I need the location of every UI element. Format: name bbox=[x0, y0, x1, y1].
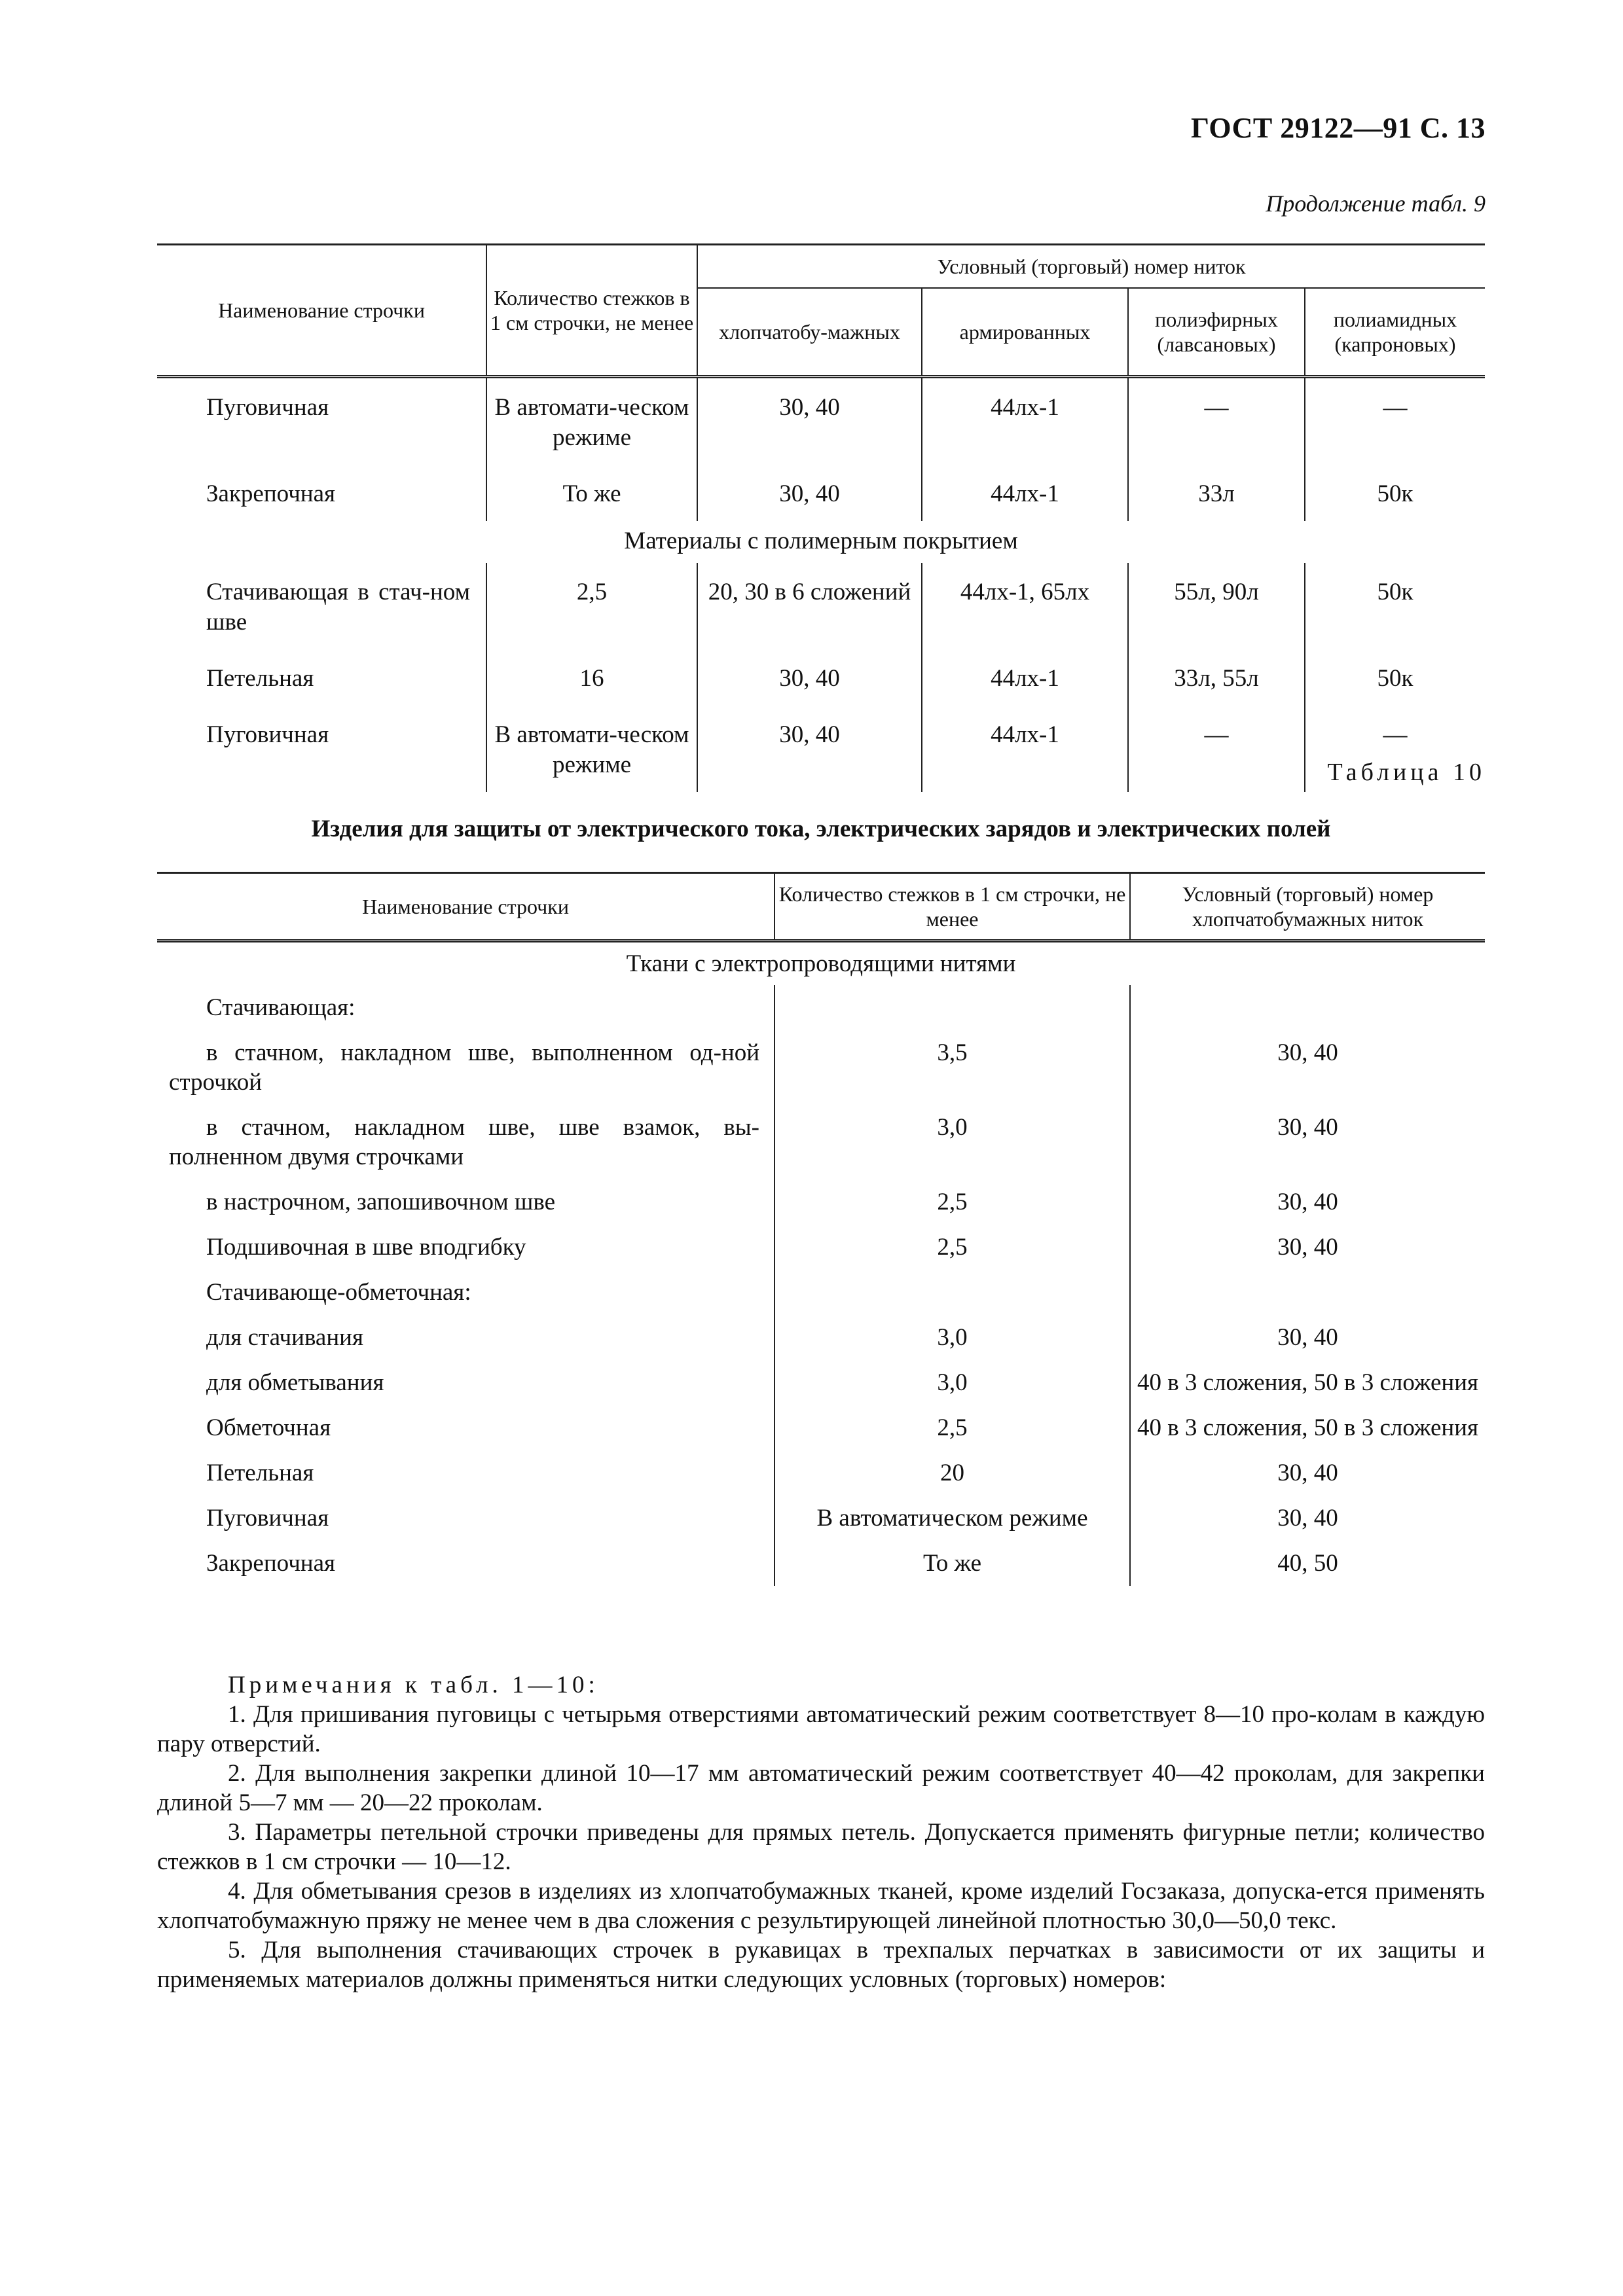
cell-polyamide: 50к bbox=[1377, 665, 1413, 692]
cell-stitches: То же bbox=[775, 1541, 1130, 1586]
header-polyester: полиэфирных (лавсановых) bbox=[1128, 288, 1305, 377]
table-row bbox=[157, 1496, 1485, 1541]
cell-thread: 30, 40 bbox=[1277, 1505, 1338, 1532]
cell-thread: 40 в 3 сложения, 50 в 3 сложения bbox=[1137, 1369, 1479, 1396]
cell-name: Пуговичная bbox=[157, 1496, 775, 1541]
cell-thread: 40, 50 bbox=[1277, 1550, 1338, 1577]
cell-stitches: 2,5 bbox=[775, 1405, 1130, 1450]
cell-stitches: 16 bbox=[486, 649, 697, 706]
cell-stitches: 20 bbox=[775, 1450, 1130, 1496]
cell-name: Стачивающая: bbox=[157, 985, 775, 1030]
note-item: 4. Для обметывания срезов в изделиях из хлопчатобумажных тканей, кроме изделий Госзаказа, допуска-ется применять хлопчатобумажную пряжу не менее чем в два сложения с результирующей линейной плотностью 30,0—50,0 текс. bbox=[157, 1878, 1485, 1934]
cell-thread: 30, 40 bbox=[1277, 1189, 1338, 1215]
table-row bbox=[157, 465, 1485, 521]
cell-name: Обметочная bbox=[157, 1405, 775, 1450]
cell-name: Пуговичная bbox=[157, 706, 486, 792]
cell-stitches: 2,5 bbox=[486, 563, 697, 649]
cell-cotton: 30, 40 bbox=[697, 465, 922, 521]
cell-thread: 30, 40 bbox=[1277, 1460, 1338, 1486]
table-row bbox=[157, 1105, 1485, 1179]
cell-cotton: 20, 30 в 6 сложений bbox=[697, 563, 922, 649]
table-10-title: Изделия для защиты от электрического тока, электрических зарядов и электрических полей bbox=[311, 816, 1331, 842]
cell-name: Закрепочная bbox=[157, 465, 486, 521]
cell-armored: 44лх-1 bbox=[922, 706, 1128, 792]
cell-polyester: 33л, 55л bbox=[1128, 649, 1305, 706]
table-row bbox=[157, 1541, 1485, 1586]
cell-polyester: 33л bbox=[1128, 465, 1305, 521]
cell-polyester: 55л, 90л bbox=[1128, 563, 1305, 649]
cell-polyester: — bbox=[1128, 706, 1305, 792]
cell-name: для обметывания bbox=[157, 1360, 775, 1405]
table-row bbox=[157, 985, 1485, 1030]
table-row bbox=[157, 1360, 1485, 1405]
note-item: 1. Для пришивания пуговицы с четырьмя отверстиями автоматический режим соответствует 8—10 про-колам в каждую пару отверстий. bbox=[157, 1701, 1485, 1757]
table-10 bbox=[157, 872, 1485, 1586]
section-heading: Ткани с электропроводящими нитями bbox=[626, 950, 1016, 977]
table-row bbox=[157, 1225, 1485, 1270]
section-heading: Материалы с полимерным покрытием bbox=[624, 528, 1018, 554]
note-item: 2. Для выполнения закрепки длиной 10—17 мм автоматический режим соответствует 40—42 проколам, для закрепки длиной 5—7 мм — 20—22 проколам. bbox=[157, 1760, 1485, 1816]
cell-stitches: 2,5 bbox=[775, 1179, 1130, 1225]
cell-armored: 44лх-1 bbox=[922, 649, 1128, 706]
table-row bbox=[157, 1315, 1485, 1360]
notes-heading: Примечания к табл. 1—10: bbox=[228, 1672, 599, 1698]
table-row bbox=[157, 377, 1485, 465]
cell-name: в стачном, накладном шве, выполненном од-ной строчкой bbox=[157, 1030, 775, 1105]
cell-name: Петельная bbox=[157, 1450, 775, 1496]
cell-polyamide: 50к bbox=[1377, 480, 1413, 507]
table-row bbox=[157, 1450, 1485, 1496]
cell-thread: 40 в 3 сложения, 50 в 3 сложения bbox=[1137, 1414, 1479, 1441]
header-line-name: Наименование строчки bbox=[157, 873, 775, 941]
notes bbox=[157, 1670, 1485, 1994]
cell-stitches: В автомати-ческом режиме bbox=[486, 377, 697, 465]
cell-cotton: 30, 40 bbox=[697, 377, 922, 465]
table-row bbox=[157, 706, 1485, 792]
cell-name: Стачивающая в стач-ном шве bbox=[157, 563, 486, 649]
cell-polyester: — bbox=[1128, 377, 1305, 465]
cell-thread bbox=[1130, 985, 1485, 1030]
note-item: 3. Параметры петельной строчки приведены для прямых петель. Допускается применять фигурные петли; количество стежков в 1 см строчки — 10—12. bbox=[157, 1819, 1485, 1875]
cell-cotton: 30, 40 bbox=[697, 649, 922, 706]
cell-name: в стачном, накладном шве, шве взамок, вы-полненном двумя строчками bbox=[157, 1105, 775, 1179]
header-thread: Условный (торговый) номер хлопчатобумажных ниток bbox=[1130, 873, 1485, 941]
cell-name: Подшивочная в шве вподгибку bbox=[157, 1225, 775, 1270]
cell-stitches: 2,5 bbox=[775, 1225, 1130, 1270]
header-polyamide: полиамидных (капроновых) bbox=[1305, 288, 1485, 377]
cell-armored: 44лх-1, 65лх bbox=[922, 563, 1128, 649]
header-line-name: Наименование строчки bbox=[157, 245, 486, 377]
section-row bbox=[157, 521, 1485, 563]
cell-name: Пуговичная bbox=[157, 377, 486, 465]
cell-stitches bbox=[775, 985, 1130, 1030]
table-row bbox=[157, 1030, 1485, 1105]
page-header: ГОСТ 29122—91 С. 13 bbox=[1190, 112, 1486, 144]
cell-polyamide: — bbox=[1383, 394, 1408, 421]
cell-name: Петельная bbox=[157, 649, 486, 706]
cell-thread: 30, 40 bbox=[1277, 1039, 1338, 1066]
table-9 bbox=[157, 243, 1485, 792]
cell-cotton: 30, 40 bbox=[697, 706, 922, 792]
cell-thread: 30, 40 bbox=[1277, 1234, 1338, 1261]
cell-stitches: 3,0 bbox=[775, 1315, 1130, 1360]
cell-stitches: 3,0 bbox=[775, 1360, 1130, 1405]
cell-stitches: 3,0 bbox=[775, 1105, 1130, 1179]
cell-stitches: То же bbox=[486, 465, 697, 521]
table-row bbox=[157, 649, 1485, 706]
cell-thread bbox=[1130, 1270, 1485, 1315]
table-row bbox=[157, 1179, 1485, 1225]
table-10-label: Таблица 10 bbox=[1327, 759, 1486, 786]
cell-stitches: В автомати-ческом режиме bbox=[486, 706, 697, 792]
header-stitches: Количество стежков в 1 см строчки, не менее bbox=[486, 245, 697, 377]
note-item: 5. Для выполнения стачивающих строчек в рукавицах в трехпалых перчатках в зависимости от их защиты и применяемых материалов должны применяться нитки следующих условных (торговых) номеров: bbox=[157, 1937, 1485, 1993]
cell-name: Стачивающе-обметочная: bbox=[157, 1270, 775, 1315]
table-row bbox=[157, 1270, 1485, 1315]
cell-stitches bbox=[775, 1270, 1130, 1315]
cell-name: для стачивания bbox=[157, 1315, 775, 1360]
cell-thread: 30, 40 bbox=[1277, 1114, 1338, 1141]
cell-stitches: 3,5 bbox=[775, 1030, 1130, 1105]
table-row bbox=[157, 563, 1485, 649]
cell-name: в настрочном, запошивочном шве bbox=[157, 1179, 775, 1225]
header-armored: армированных bbox=[922, 288, 1128, 377]
header-cotton: хлопчатобу-мажных bbox=[697, 288, 922, 377]
cell-armored: 44лх-1 bbox=[922, 377, 1128, 465]
section-row bbox=[157, 941, 1485, 986]
cell-stitches: В автоматическом режиме bbox=[775, 1496, 1130, 1541]
cell-armored: 44лх-1 bbox=[922, 465, 1128, 521]
header-stitches: Количество стежков в 1 см строчки, не менее bbox=[775, 873, 1130, 941]
cell-polyamide: 50к bbox=[1377, 579, 1413, 605]
cell-polyamide: — bbox=[1383, 721, 1408, 748]
header-thread-group: Условный (торговый) номер ниток bbox=[697, 245, 1485, 289]
cell-name: Закрепочная bbox=[157, 1541, 775, 1586]
cell-thread: 30, 40 bbox=[1277, 1324, 1338, 1351]
table-row bbox=[157, 1405, 1485, 1450]
table-continuation-label: Продолжение табл. 9 bbox=[1266, 190, 1486, 217]
